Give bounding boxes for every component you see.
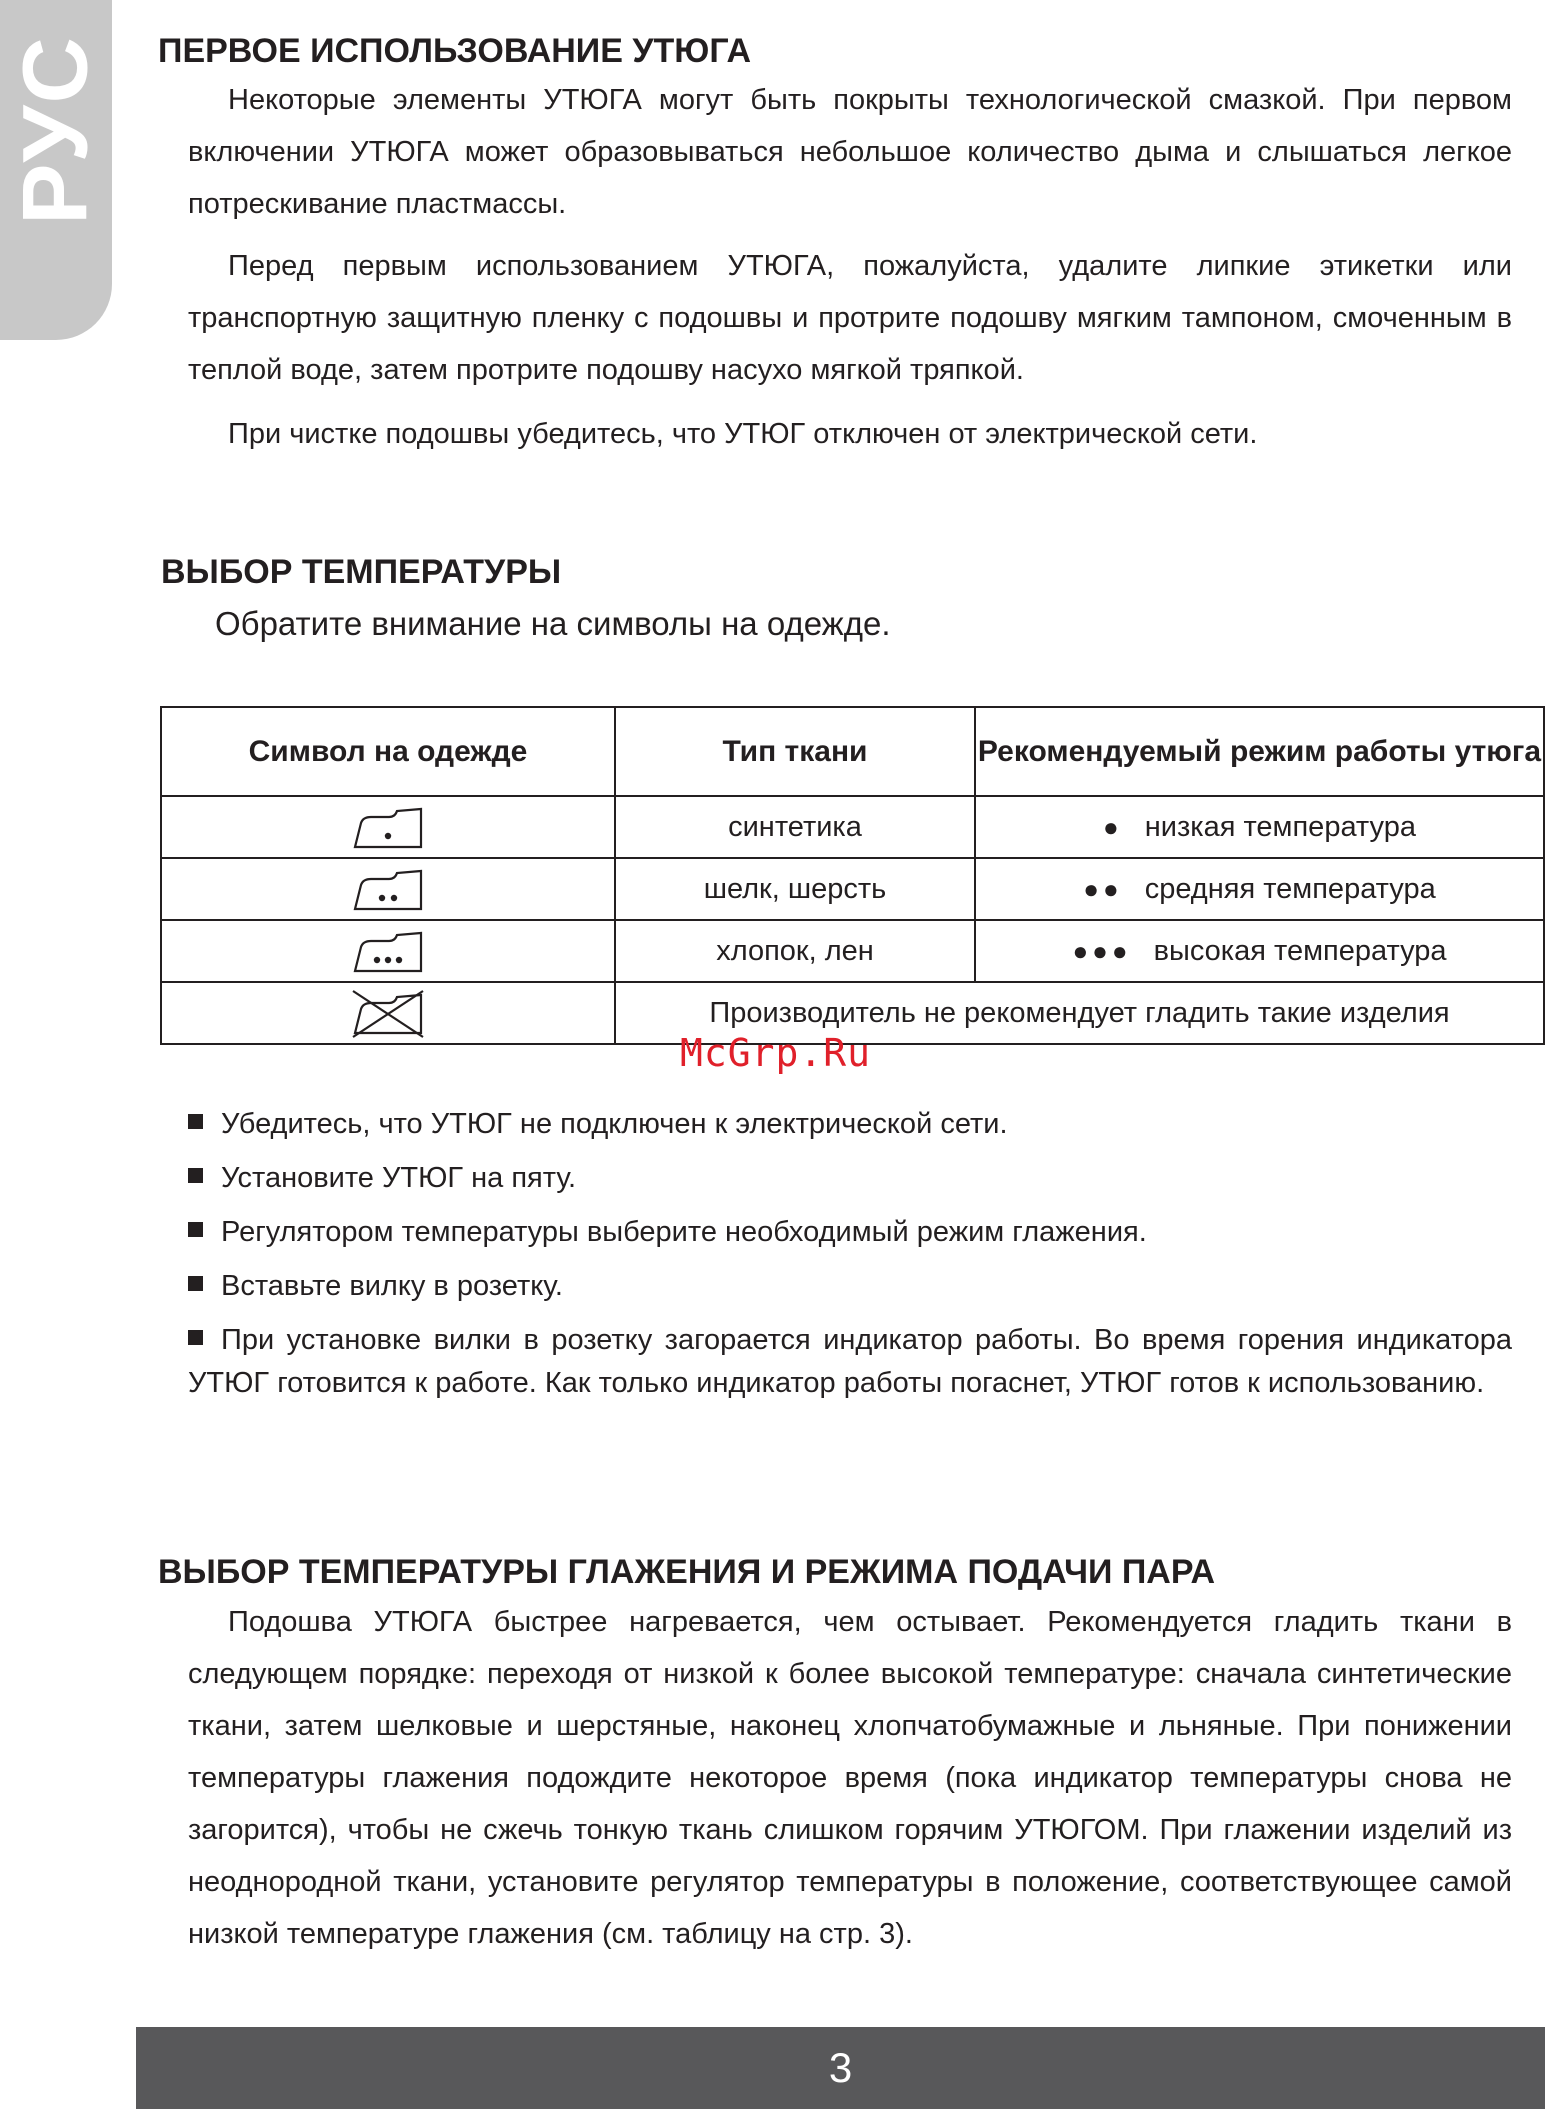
- dots-indicator: ●: [1103, 811, 1123, 842]
- fabric-cell: хлопок, лен: [615, 920, 975, 982]
- bullet-square-icon: [188, 1168, 203, 1183]
- mode-label: средняя температура: [1144, 872, 1436, 905]
- header-mode: Рекомендуемый режим работы утюга: [975, 707, 1544, 796]
- bullet-square-icon: [188, 1222, 203, 1237]
- dots-indicator: ●●●: [1072, 935, 1132, 966]
- table-row: [161, 920, 1544, 982]
- list-item: Регулятором температуры выберите необходимый режим глажения.: [188, 1211, 1512, 1254]
- temperature-lead: Обратите внимание на символы на одежде.: [215, 605, 891, 642]
- list-item: Установите УТЮГ на пяту.: [188, 1157, 1512, 1200]
- mode-label: низкая температура: [1144, 810, 1416, 843]
- header-symbol: Символ на одежде: [161, 707, 615, 796]
- list-item: При установке вилки в розетку загорается индикатор работы. Во время горения индикатора УТЮГ готовится к работе. Как только индикатор работы погаснет, УТЮГ готов к использованию.: [188, 1324, 1512, 1399]
- symbol-cell: [161, 858, 615, 920]
- section-title-first-use: ПЕРВОЕ ИСПОЛЬЗОВАНИЕ УТЮГА: [158, 32, 752, 70]
- symbol-cell: [161, 920, 615, 982]
- section-title-steam: ВЫБОР ТЕМПЕРАТУРЫ ГЛАЖЕНИЯ И РЕЖИМА ПОДАЧИ ПАРА: [158, 1553, 1216, 1591]
- mode-label: высокая температура: [1153, 934, 1447, 967]
- fabric-cell: синтетика: [615, 796, 975, 858]
- watermark: McGrp.Ru: [680, 1031, 872, 1075]
- bullet-square-icon: [188, 1276, 203, 1291]
- temperature-table: [160, 706, 1545, 1045]
- iron-two-dots-icon: [351, 865, 425, 913]
- page-number: 3: [828, 2044, 853, 2091]
- bullet-square-icon: [188, 1330, 203, 1345]
- symbol-cell: [161, 982, 615, 1044]
- paragraph-lubricant: Некоторые элементы УТЮГА могут быть покрыты технологической смазкой. При первом включении УТЮГА может образовываться небольшое количество дыма и слышаться легкое потрескивание пластмассы.: [188, 84, 1512, 220]
- header-fabric: Тип ткани: [615, 707, 975, 796]
- paragraph-remove-labels: Перед первым использованием УТЮГА, пожалуйста, удалите липкие этикетки или транспортную защитную пленку с подошвы и протрите подошву мягким тампоном, смоченным в теплой воде, затем протрите подошву насухо мягкой тряпкой.: [188, 250, 1512, 386]
- mode-cell: [975, 858, 1544, 920]
- table-row: [161, 858, 1544, 920]
- list-item: Убедитесь, что УТЮГ не подключен к электрической сети.: [188, 1103, 1512, 1146]
- language-tab: [0, 0, 112, 340]
- table-header-row: [161, 707, 1544, 796]
- bullet-square-icon: [188, 1114, 203, 1129]
- list-item: Вставьте вилку в розетку.: [188, 1265, 1512, 1308]
- dots-indicator: ●●: [1083, 873, 1123, 904]
- page-footer: [136, 2027, 1545, 2109]
- paragraph-cleaning: При чистке подошвы убедитесь, что УТЮГ отключен от электрической сети.: [228, 418, 1258, 450]
- iron-one-dot-icon: [351, 803, 425, 851]
- symbol-cell: [161, 796, 615, 858]
- iron-three-dots-icon: [351, 927, 425, 975]
- do-not-iron-icon: [351, 987, 425, 1039]
- steps-list: [188, 1103, 1512, 1416]
- mode-cell: [975, 920, 1544, 982]
- mode-cell: [975, 796, 1544, 858]
- language-label: РУС: [4, 35, 107, 225]
- no-iron-cell: Производитель не рекомендует гладить такие изделия: [615, 982, 1544, 1044]
- paragraph-ironing-order: Подошва УТЮГА быстрее нагревается, чем остывает. Рекомендуется гладить ткани в следующем порядке: переходя от низкой к более высокой температуре: сначала синтетические ткани, затем шелковые и шерстяные, наконец хлопчатобумажные и льняные. При понижении температуры глажения подождите некоторое время (пока индикатор температуры снова не загорится), чтобы не сжечь тонкую ткань слишком горячим УТЮГОМ. При глажении изделий из неоднородной ткани, установите регулятор температуры в положение, соответствующее самой низкой температуре глажения (см. таблицу на стр. 3).: [188, 1606, 1512, 1950]
- fabric-cell: шелк, шерсть: [615, 858, 975, 920]
- section-title-temperature: ВЫБОР ТЕМПЕРАТУРЫ: [161, 553, 562, 591]
- table-row: [161, 796, 1544, 858]
